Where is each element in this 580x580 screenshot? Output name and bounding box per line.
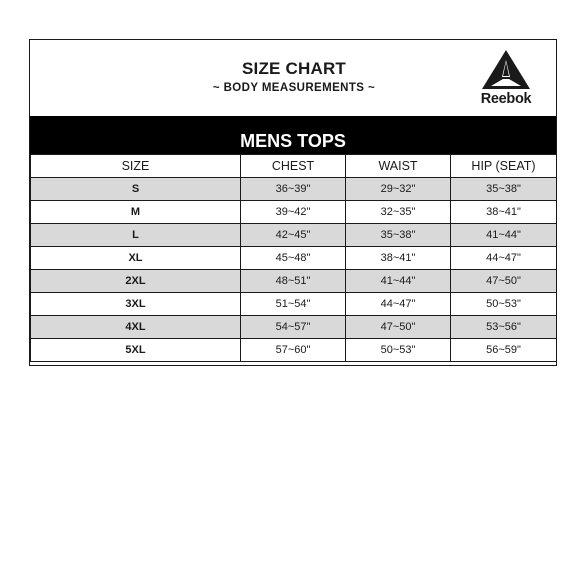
reebok-delta-logo-icon: [481, 49, 531, 91]
chart-title: SIZE CHART: [242, 59, 346, 78]
size-table: [30, 154, 557, 362]
waist-cell: 41~44": [346, 270, 451, 293]
size-cell: 5XL: [31, 339, 241, 362]
chest-cell: 54~57": [241, 316, 346, 339]
brand-logo: [471, 49, 541, 111]
size-cell: XL: [31, 247, 241, 270]
waist-cell: 44~47": [346, 293, 451, 316]
size-cell: L: [31, 224, 241, 247]
hip-cell: 50~53": [451, 293, 557, 316]
table-row: [31, 339, 557, 362]
column-header-hip: HIP (SEAT): [451, 155, 557, 178]
chest-cell: 42~45": [241, 224, 346, 247]
size-cell: 2XL: [31, 270, 241, 293]
table-row: [31, 178, 557, 201]
table-row: [31, 247, 557, 270]
hip-cell: 38~41": [451, 201, 557, 224]
table-row: [31, 224, 557, 247]
size-cell: 3XL: [31, 293, 241, 316]
table-row: [31, 316, 557, 339]
category-label: MENS TOPS: [240, 131, 346, 151]
chest-cell: 36~39": [241, 178, 346, 201]
hip-cell: 44~47": [451, 247, 557, 270]
table-row: [31, 201, 557, 224]
waist-cell: 35~38": [346, 224, 451, 247]
waist-cell: 38~41": [346, 247, 451, 270]
column-header-size: SIZE: [31, 155, 241, 178]
size-cell: 4XL: [31, 316, 241, 339]
column-header-chest: CHEST: [241, 155, 346, 178]
table-header-row: [31, 155, 557, 178]
hip-cell: 47~50": [451, 270, 557, 293]
column-header-waist: WAIST: [346, 155, 451, 178]
waist-cell: 32~35": [346, 201, 451, 224]
size-cell: M: [31, 201, 241, 224]
waist-cell: 50~53": [346, 339, 451, 362]
size-chart: [29, 39, 557, 366]
category-banner: [30, 116, 556, 154]
hip-cell: 53~56": [451, 316, 557, 339]
table-row: [31, 293, 557, 316]
hip-cell: 35~38": [451, 178, 557, 201]
size-cell: S: [31, 178, 241, 201]
chest-cell: 45~48": [241, 247, 346, 270]
brand-wordmark: Reebok: [480, 91, 532, 107]
hip-cell: 56~59": [451, 339, 557, 362]
chart-header: [30, 40, 556, 116]
table-row: [31, 270, 557, 293]
chest-cell: 57~60": [241, 339, 346, 362]
chest-cell: 48~51": [241, 270, 346, 293]
waist-cell: 29~32": [346, 178, 451, 201]
hip-cell: 41~44": [451, 224, 557, 247]
chest-cell: 39~42": [241, 201, 346, 224]
waist-cell: 47~50": [346, 316, 451, 339]
chart-subtitle: ~ BODY MEASUREMENTS ~: [212, 82, 376, 94]
chest-cell: 51~54": [241, 293, 346, 316]
